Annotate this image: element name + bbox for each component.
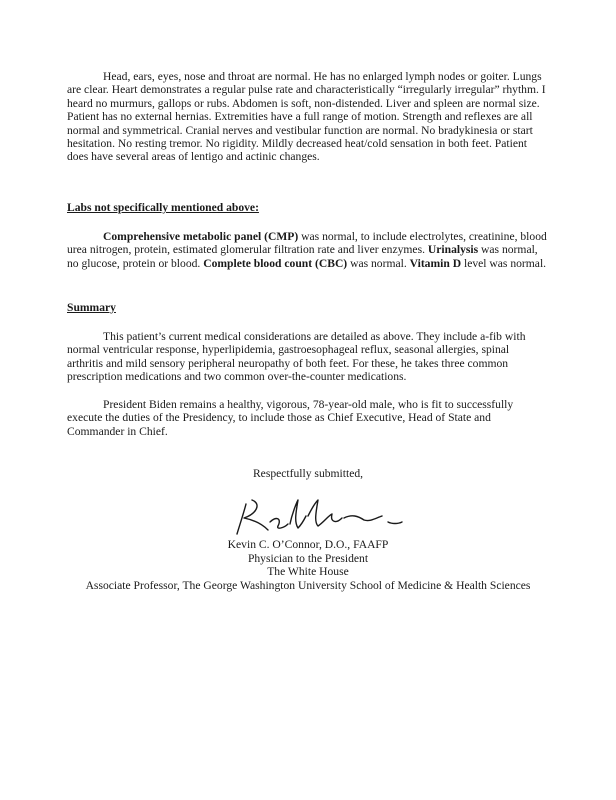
- summary-paragraph-1: This patient’s current medical considerations are detailed as above. They include a-fib with normal ventricular response, hyperlipidemia, gastroesophageal reflux, seasonal allergies, spinal arthritis and mild sensory peripheral neuropathy of both feet. For these, he takes three common prescription medications and two common over-the-counter medications.: [67, 330, 526, 384]
- handwritten-signature: [232, 494, 412, 538]
- signer-title-2: The White House: [267, 565, 349, 579]
- cbc-text: was normal.: [347, 256, 410, 270]
- signer-title-3: Associate Professor, The George Washington University School of Medicine & Health Sciences: [85, 578, 531, 592]
- labs-heading: Labs not specifically mentioned above:: [67, 201, 259, 214]
- summary-paragraph-2: President Biden remains a healthy, vigorous, 78-year-old male, who is fit to successfully execute the duties of the Presidency, to include those as Chief Executive, Head of State and Commander in Chief.: [67, 398, 514, 438]
- salutation: [0, 467, 616, 481]
- summary-heading: Summary: [67, 301, 116, 314]
- signature-block: [0, 538, 616, 592]
- urinalysis-text: was normal, no glucose, protein or blood.: [67, 243, 538, 270]
- cmp-label: Comprehensive metabolic panel (CMP): [103, 230, 299, 243]
- vitamin-d-text: level was normal.: [461, 256, 547, 270]
- signer-title-1: Physician to the President: [247, 551, 369, 565]
- labs-paragraph: [67, 230, 547, 270]
- salutation-text: Respectfully submitted,: [252, 467, 364, 480]
- signer-name: Kevin C. O’Connor, D.O., FAAFP: [227, 538, 389, 551]
- vitamin-d-label: Vitamin D: [409, 256, 462, 270]
- physical-exam-paragraph: Head, ears, eyes, nose and throat are normal. He has no enlarged lymph nodes or goiter. Lungs are clear. Heart demonstrates a regular pulse rate and characteristically “irregularly irregular” rhythm. I heard no murmurs, gallops or rubs. Abdomen is soft, non-distended. Liver and spleen are normal size. Patient has no external hernias. Extremities have a full range of motion. Strength and reflexes are all normal and symmetrical. Cranial nerves and vestibular function are normal. No bradykinesia or start hesitation. No resting tremor. No rigidity. Mildly decreased heat/cold sensation in both feet. Patient does have several areas of lentigo and actinic changes.: [67, 70, 546, 164]
- cbc-label: Complete blood count (CBC): [203, 256, 348, 270]
- urinalysis-label: Urinalysis: [427, 243, 479, 257]
- cmp-text: was normal, to include electrolytes, creatinine, blood urea nitrogen, protein, estimated glomerular filtration rate and liver enzymes.: [67, 230, 547, 257]
